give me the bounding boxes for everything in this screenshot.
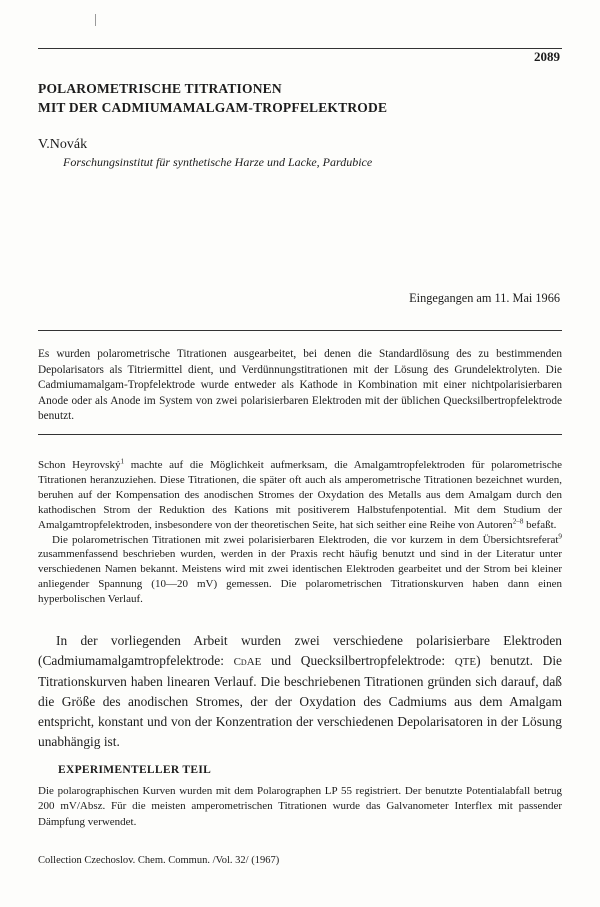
experimental-body — [38, 784, 562, 830]
journal-footer: Collection Czechoslov. Chem. Commun. /Vol. 32/ (1967) — [38, 855, 280, 866]
scan-mark — [95, 14, 96, 26]
introduction-body — [38, 458, 562, 607]
abstract — [38, 347, 562, 425]
page-number: 2089 — [534, 49, 560, 64]
title-line-2: MIT DER CADMIUMAMALGAM-TROPFELEKTRODE — [38, 100, 388, 115]
p3-text-c: ) benutzt. Die Titrationskurven haben linearen Verlauf. Die beschriebenen Titrationen gründen sich darauf, daß die Größe des anodischen Stromes, der der Oxydation des Cadmiums aus dem Amalgam entspricht, konstant und von der Konzentration der verschiedenen Depolarisatoren in der Lösung unabhängig ist. — [38, 652, 562, 749]
abstract-bottom-rule — [38, 434, 562, 435]
p1-text-b: machte auf die Möglichkeit aufmerksam, die Amalgamtropfelektroden für polarometrische Titrationen heranzuziehen. Diese Titrationen, die später oft auch als amperometrische Titrationen bezeichnet wurden, beruhen auf der Kompensation des anodischen Stromes der Oxydation des Metalls aus dem Amalgam durch den kathodischen Strom der Reduktion des Kations mit positiverem Halbstufenpotential. Mit dem Studium der Amalgamtropfelektroden, insbesondere von der theoretischen Seite, hat sich seither eine Reihe von Autoren — [38, 459, 562, 531]
author-affiliation: Forschungsinstitut für synthetische Harze und Lacke, Pardubice — [63, 155, 373, 169]
paragraph-2 — [38, 533, 562, 608]
section-heading: EXPERIMENTELLER TEIL — [58, 764, 212, 776]
p2-text-a: Die polarometrischen Titrationen mit zwei polarisierbaren Elektroden, die vor kurzem in dem Übersichtsreferat — [52, 533, 559, 546]
paragraph-3 — [38, 631, 562, 751]
paragraph-1 — [38, 458, 562, 533]
abbreviation-qte: QTE — [454, 655, 477, 668]
p1-text-a: Schon Heyrovský — [38, 459, 121, 471]
header-rule — [38, 48, 562, 49]
main-paragraph — [38, 631, 562, 751]
author-name: V.Novák — [38, 137, 88, 152]
abbreviation-cdae: CdAE — [233, 655, 262, 668]
experimental-text: Die polarographischen Kurven wurden mit dem Polarographen LP 55 registriert. Der benutzte Potentialabfall betrug 200 mV/Absz. Für die meisten amperometrischen Titrationen wurde das Galvanometer Interflex mit passender Dämpfung verwendet. — [38, 785, 562, 828]
received-date: Eingegangen am 11. Mai 1966 — [409, 291, 560, 305]
abstract-top-rule — [38, 330, 562, 331]
p3-text-b: und Quecksilbertropfelektrode: — [261, 652, 455, 668]
citation-ref: 1 — [120, 457, 125, 466]
abstract-text: Es wurden polarometrische Titrationen ausgearbeitet, bei denen die Standardlösung des zu bestimmenden Depolarisators als Titriermittel dient, und Verdünnungstitrationen mit der Lösung des Grundelektrolyten. Die Cadmiumamalgam-Tropfelektrode wurde entweder als Kathode in Kombination mit einer nichtpolarisierbaren Anode oder als Anode im System von zwei polarisierbaren Elektroden mit der üblichen Quecksilbertropfelektrode benutzt. — [38, 348, 562, 422]
p3-text-a: In der vorliegenden Arbeit wurden zwei verschiedene polarisierbare Elektroden (Cadmiumamalgamtropfelektrode: — [38, 633, 562, 668]
citation-ref: 2–8 — [512, 516, 524, 525]
p2-text-b: zusammenfassend beschrieben wurden, werden in der Praxis recht häufig benutzt und sind in der Literatur unter verschiedenen Namen bekannt. Meistens wird mit zwei identischen Elektroden gearbeitet und der Strom bei kleiner anliegender Spannung (10—20 mV) gemessen. Die polarometrischen Titrationskurven haben dann einen hyperbolischen Verlauf. — [38, 548, 562, 606]
citation-ref: 9 — [558, 531, 562, 540]
article-title — [38, 79, 562, 117]
title-line-1: POLAROMETRISCHE TITRATIONEN — [38, 81, 282, 96]
p1-text-c: befaßt. — [523, 518, 557, 531]
